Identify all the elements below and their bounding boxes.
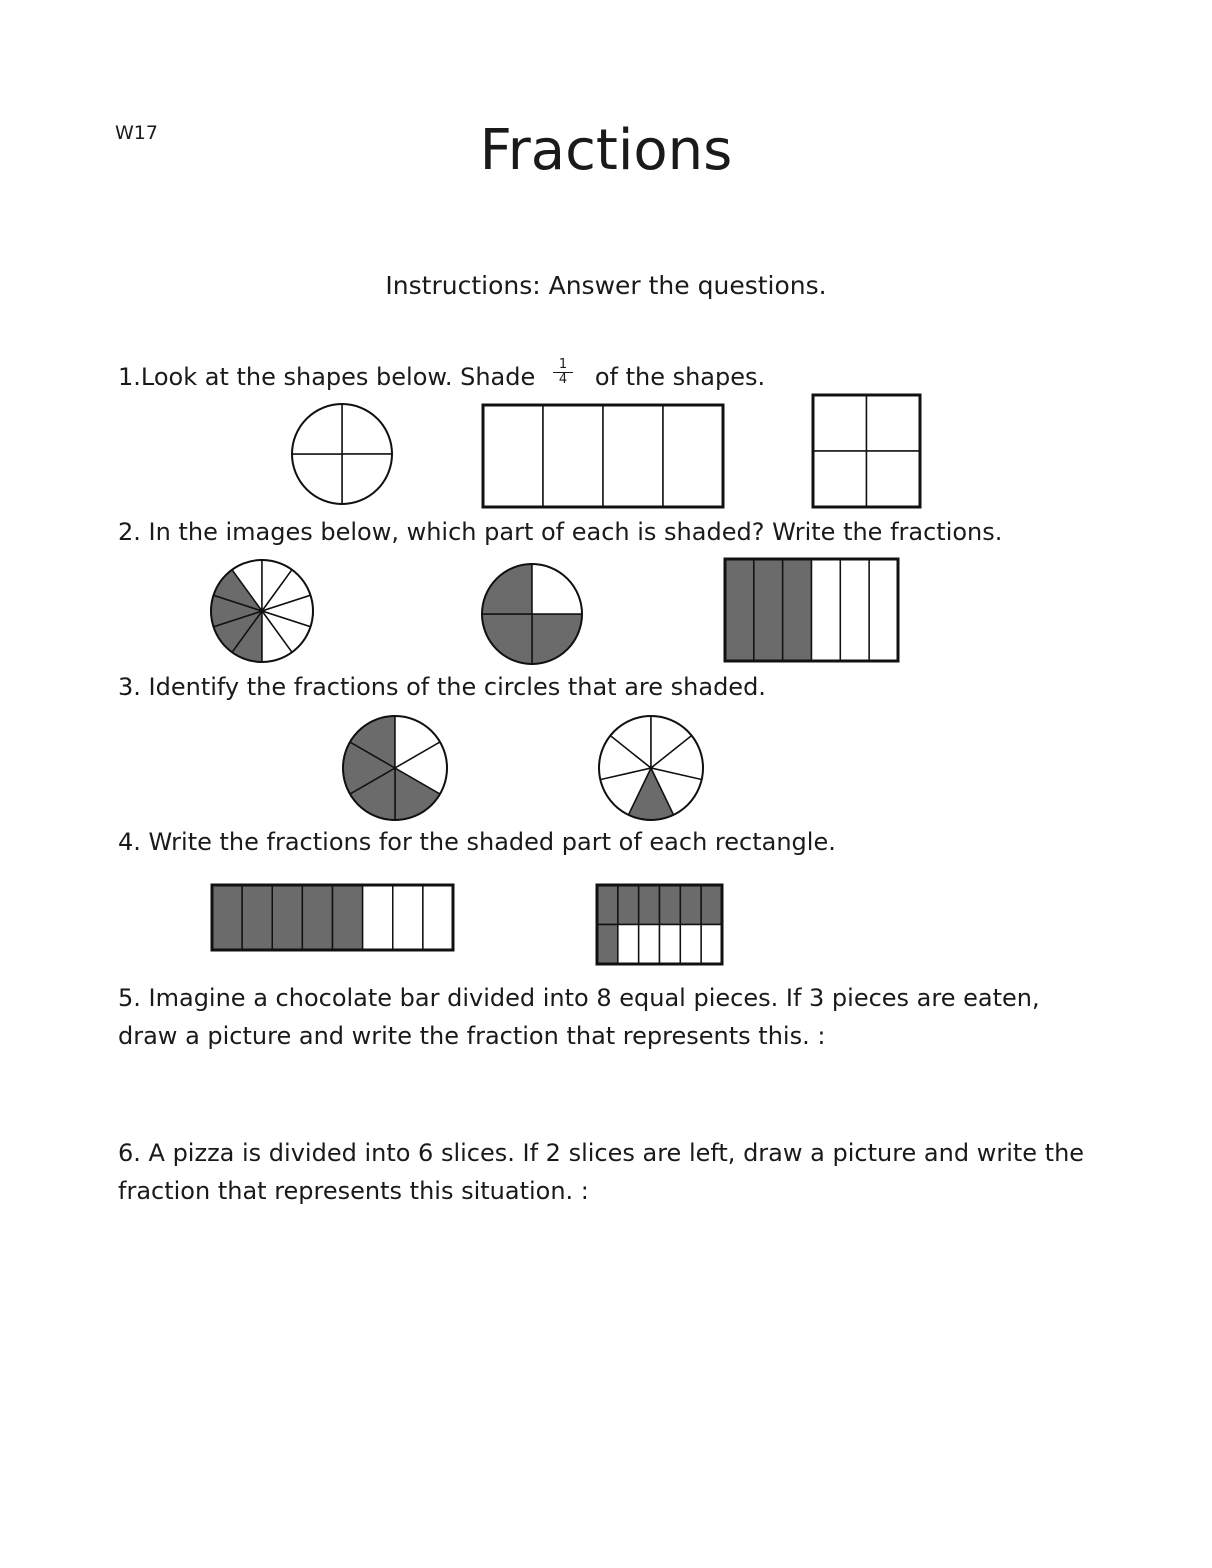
fraction-numerator: 1	[553, 358, 573, 373]
q3-circle-sevenths	[599, 716, 703, 820]
q1-circle-quarters	[292, 404, 392, 504]
unshaded-cell	[618, 925, 639, 965]
question-5: 5. Imagine a chocolate bar divided into 8 equal pieces. If 3 pieces are eaten, draw a picture and write the fraction that represents this. :	[118, 984, 1040, 1050]
q1-rectangle-fourths	[483, 405, 723, 507]
q4-rectangle-eighths	[212, 885, 453, 950]
shaded-cell	[639, 885, 660, 925]
q4-rectangle-twelfths	[597, 885, 722, 964]
fraction-denominator: 4	[558, 371, 568, 387]
shaded-cell	[597, 925, 618, 965]
shaded-cell	[783, 559, 812, 661]
shaded-cell	[660, 885, 681, 925]
shaded-cell	[701, 885, 722, 925]
q2-figures	[211, 559, 898, 664]
question-2: 2. In the images below, which part of each is shaded? Write the fractions.	[118, 518, 1003, 546]
instructions: Instructions: Answer the questions.	[385, 271, 827, 300]
q1-figures	[292, 395, 920, 507]
q1-square-quarters	[813, 395, 920, 507]
q3-figures	[343, 716, 703, 820]
unshaded-cell	[869, 559, 898, 661]
shaded-cell	[242, 885, 272, 950]
unshaded-cell	[363, 885, 393, 950]
unshaded-cell	[680, 925, 701, 965]
question-1-text-after: of the shapes.	[594, 363, 766, 391]
unshaded-cell	[393, 885, 423, 950]
shaded-cell	[597, 885, 618, 925]
unshaded-cell	[812, 559, 841, 661]
worksheet-code: W17	[115, 122, 158, 144]
shaded-cell	[754, 559, 783, 661]
question-1-text-before: 1.Look at the shapes below. Shade	[118, 363, 536, 391]
unshaded-cell	[639, 925, 660, 965]
unshaded-cell	[840, 559, 869, 661]
q2-circle-tenths	[211, 560, 313, 662]
unshaded-cell	[543, 405, 603, 507]
question-6: 6. A pizza is divided into 6 slices. If 2 slices are left, draw a picture and write the fraction that represents this situation. :	[118, 1139, 1085, 1205]
unshaded-cell	[813, 451, 867, 507]
shaded-cell	[333, 885, 363, 950]
unshaded-cell	[663, 405, 723, 507]
shaded-cell	[212, 885, 242, 950]
q3-circle-sixths	[343, 716, 447, 820]
shaded-cell	[725, 559, 754, 661]
shaded-cell	[618, 885, 639, 925]
unshaded-cell	[603, 405, 663, 507]
page-title: Fractions	[479, 118, 733, 183]
q2-circle-quarters	[482, 564, 582, 664]
question-3: 3. Identify the fractions of the circles that are shaded.	[118, 673, 766, 701]
unshaded-cell	[660, 925, 681, 965]
unshaded-cell	[701, 925, 722, 965]
unshaded-cell	[483, 405, 543, 507]
shaded-cell	[272, 885, 302, 950]
shaded-cell	[302, 885, 332, 950]
unshaded-cell	[423, 885, 453, 950]
q2-rectangle-sixths	[725, 559, 898, 661]
shaded-cell	[680, 885, 701, 925]
question-4: 4. Write the fractions for the shaded part of each rectangle.	[118, 828, 836, 856]
unshaded-cell	[867, 395, 921, 451]
unshaded-cell	[813, 395, 867, 451]
q4-figures	[212, 885, 722, 964]
unshaded-cell	[867, 451, 921, 507]
